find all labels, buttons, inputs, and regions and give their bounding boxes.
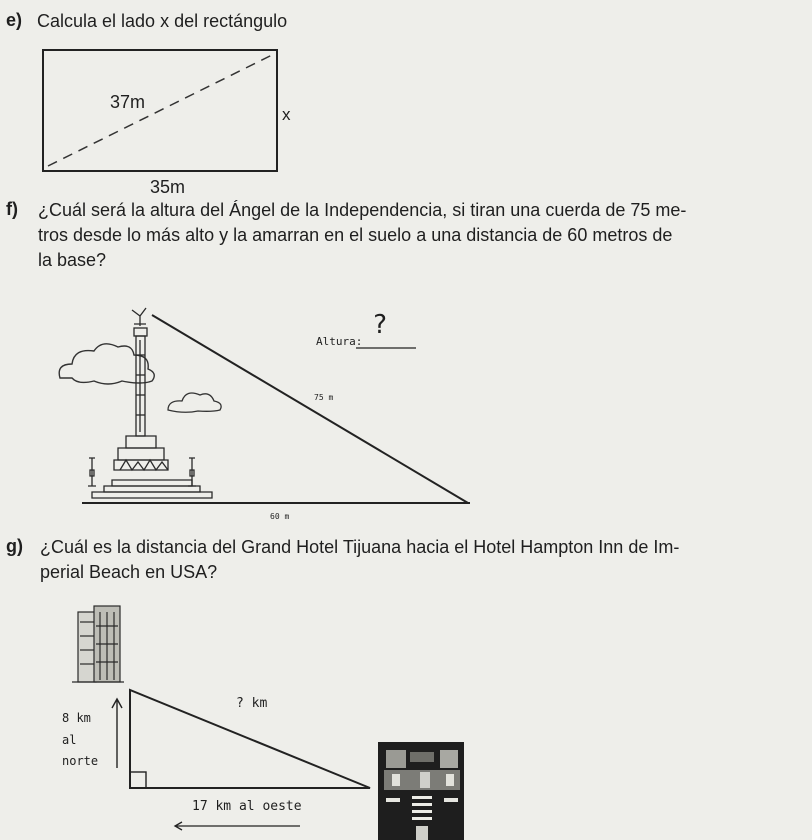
hotels-figure — [62, 606, 464, 840]
grand-hotel-tijuana-icon — [72, 606, 124, 682]
base-label: 35m — [150, 177, 186, 197]
diagonal-label: 37m — [110, 92, 146, 112]
problem-e-text: Calcula el lado x del rectángulo — [37, 11, 288, 31]
rope-length-label: 75 m — [314, 393, 334, 402]
rope-line — [152, 315, 468, 503]
problem-g-line-1: ¿Cuál es la distancia del Grand Hotel Tijuana hacia el Hotel Hampton Inn de Im- — [40, 537, 680, 557]
north-distance-label: 8 km — [62, 711, 91, 725]
problem-f-line-1: ¿Cuál será la altura del Ángel de la Independencia, si tiran una cuerda de 75 me- — [38, 200, 687, 220]
problem-g-line-2: perial Beach en USA? — [40, 562, 218, 582]
problem-f-line-2: tros desde lo más alto y la amarran en el suelo a una distancia de 60 metros de — [38, 225, 673, 245]
west-distance-label: 17 km al oeste — [192, 799, 302, 814]
angel-figure — [59, 308, 470, 521]
side-x-label: x — [282, 105, 291, 124]
north-norte-label: norte — [62, 754, 99, 768]
problem-e-label: e) — [6, 10, 23, 30]
cloud-small-icon — [168, 393, 221, 412]
hampton-inn-hotel-icon — [378, 742, 464, 840]
base-distance-label: 60 m — [270, 512, 290, 521]
height-label: Altura: — [316, 335, 363, 348]
hypotenuse-label: ? km — [236, 696, 268, 711]
height-question-mark: ? — [372, 310, 388, 340]
right-angle-marker — [130, 772, 146, 788]
problem-f-label: f) — [6, 199, 18, 219]
rectangle-diagonal — [48, 54, 274, 166]
problem-g-label: g) — [6, 536, 23, 556]
rectangle-figure — [43, 50, 291, 197]
angel-monument-icon — [88, 308, 212, 498]
north-al-label: al — [62, 733, 77, 747]
problem-f-line-3: la base? — [38, 250, 107, 270]
